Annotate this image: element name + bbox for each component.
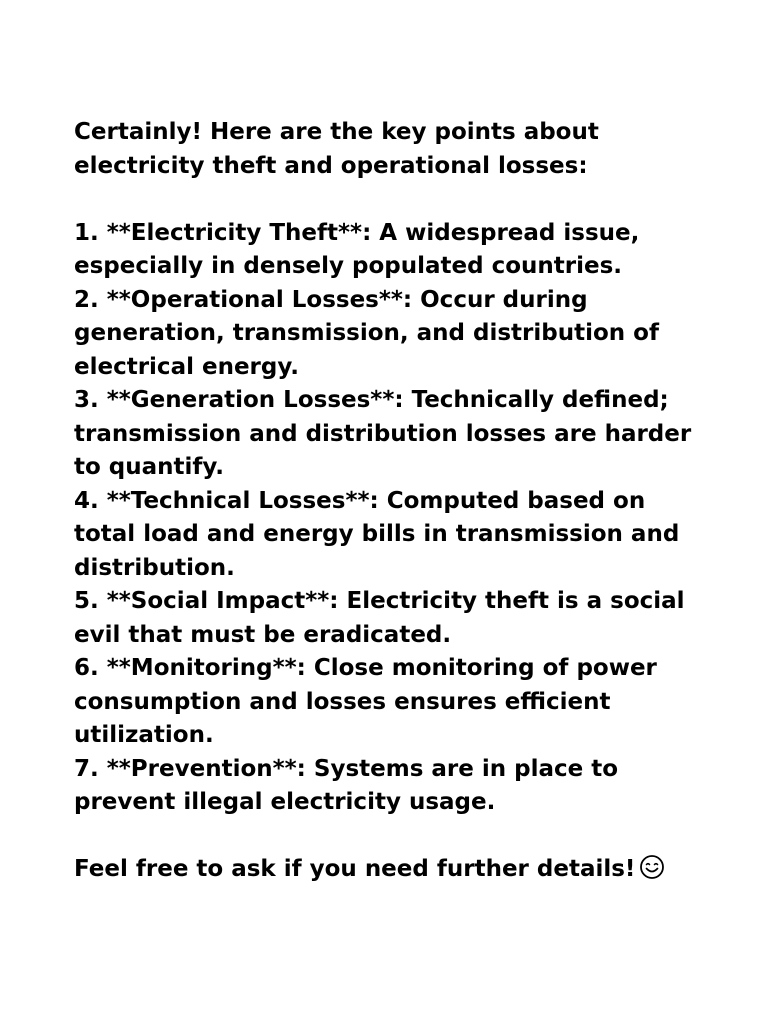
closing-paragraph bbox=[74, 853, 714, 891]
list-item: 1. **Electricity Theft**: A widespread issue, especially in densely populated countries. bbox=[74, 219, 640, 279]
paragraph-gap bbox=[74, 820, 714, 854]
smiling-face-icon bbox=[639, 854, 665, 891]
key-points-list bbox=[74, 217, 714, 820]
intro-paragraph: Certainly! Here are the key points about electricity theft and operational losses: bbox=[74, 119, 599, 179]
document-body bbox=[74, 116, 714, 891]
list-item: 5. **Social Impact**: Electricity theft is a social evil that must be eradicated. bbox=[74, 588, 685, 648]
closing-text: Feel free to ask if you need further details! bbox=[74, 856, 636, 882]
paragraph-gap bbox=[74, 183, 714, 217]
list-item: 3. **Generation Losses**: Technically defined; transmission and distribution losses are harder to quantify. bbox=[74, 387, 692, 480]
list-item: 7. **Prevention**: Systems are in place to prevent illegal electricity usage. bbox=[74, 755, 619, 815]
list-item: 4. **Technical Losses**: Computed based on total load and energy bills in transmission and distribution. bbox=[74, 487, 680, 581]
list-item: 6. **Monitoring**: Close monitoring of power consumption and losses ensures efficient utilization. bbox=[74, 655, 657, 748]
list-item: 2. **Operational Losses**: Occur during generation, transmission, and distribution of electrical energy. bbox=[74, 286, 659, 380]
